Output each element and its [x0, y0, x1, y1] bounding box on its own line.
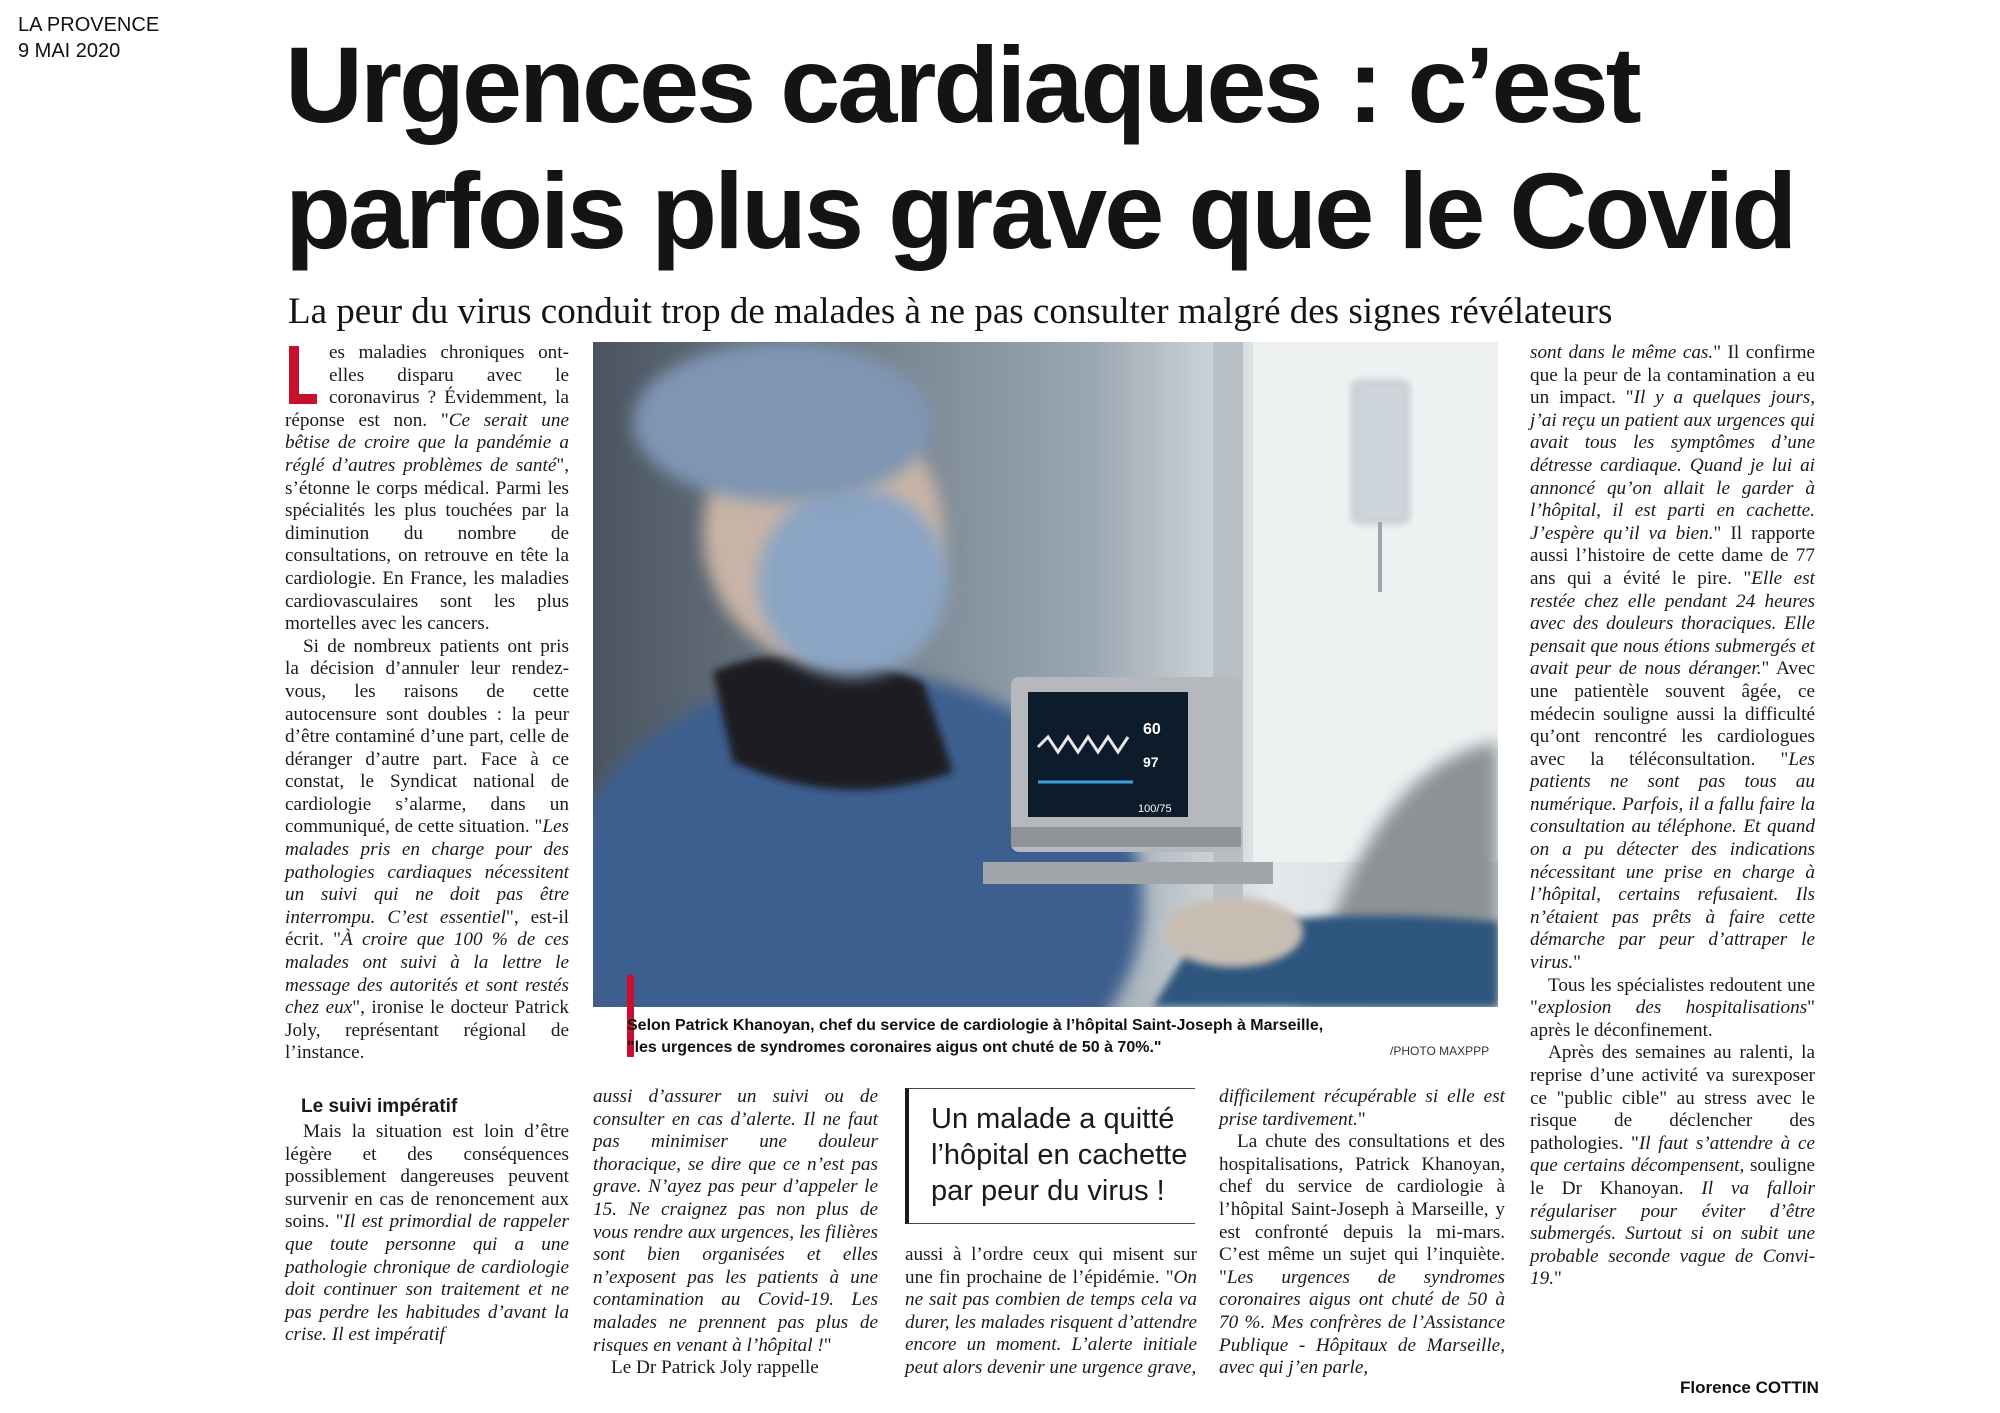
paragraph: sont dans le même cas." Il confirme que la peur de la contamination a eu un impact. "Il y a quelques jours, j’ai reçu un patient aux urgences qui avait tous les symptômes d’une détresse cardiaque. Quand je lui ai annoncé qu’on allait le garder à l’hôpital, il est parti en cachette. J’espère qu’il va bien." Il rapporte aussi l’histoire de cette dame de 77 ans qui a évité le pire. "Elle est restée chez elle pendant 24 heures avec des douleurs thoraciques. Elle pensait que nous étions submergés et avait peur de nous déranger." Avec une patientèle souvent âgée, ce médecin souligne aussi la difficulté qu’ont rencontré les cardiologues avec la téléconsultation. "Les patients ne sont pas tous au numérique. Parfois, il a fallu faire la consultation au téléphone. Et quand on a pu détecter des indications nécessitant une prise en charge à l’hôpital, certains refusaient. Ils n’étaient pas prêts à faire cette démarche par peur d’attraper le virus."	[1530, 342, 1816, 974]
publication-name: LA PROVENCE	[18, 14, 160, 36]
caption-line1: Selon Patrick Khanoyan, chef du service de cardiologie à l’hôpital Saint-Joseph à Marseille,	[627, 1017, 1324, 1034]
paragraph: difficilement récupérable si elle est prise tardivement."	[1219, 1086, 1505, 1130]
paragraph: es maladies chroniques ont-elles disparu avec le coronavirus ? Évidemment, la réponse est non. "Ce serait une bêtise de croire que la pandémie a réglé d’autres problèmes de santé", s’étonne le corps médical. Parmi les spécialités les plus touchées par la diminution du nombre de consultations, on retrouve en tête la cardiologie. En France, les maladies cardiovasculaires sont les plus mortelles avec les cancers.	[285, 342, 569, 635]
monitor-value-3: 100/75	[1138, 803, 1172, 815]
deck: La peur du virus conduit trop de malades à ne pas consulter malgré des signes révélateurs	[288, 291, 1613, 332]
paragraph: Tous les spécialistes redoutent une "explosion des hospitalisations" après le déconfinement.	[1530, 974, 1815, 1041]
paragraph: aussi à l’ordre ceux qui misent sur une fin prochaine de l’épidémie. "On ne sait pas combien de temps cela va durer, les malades risquent d’attendre encore un moment. L’alerte initiale peut alors devenir une urgence grave,	[905, 1244, 1197, 1378]
pull-quote: Un malade a quitté l’hôpital en cachette par peur du virus !	[905, 1088, 1195, 1224]
paragraph: Après des semaines au ralenti, la reprise d’une activité va surexposer ce "public cible" au stress avec le risque de déclencher des pathologies. "Il faut s’attendre à ce que certains décompensent, souligne le Dr Khanoyan. Il va falloir régulariser pour éviter d’être submergés. Surtout si on subit une probable seconde vague de Convi-19."	[1530, 1042, 1816, 1290]
subheading: Le suivi impératif	[301, 1096, 458, 1117]
paragraph: La chute des consultations et des hospitalisations, Patrick Khanoyan, chef du service de cardiologie à l’hôpital Saint-Joseph à Marseille, y est confronté depuis la mi-mars. C’est même un sujet qui l’inquiète. "Les urgences de syndromes coronaires aigus ont chuté de 50 à 70 %. Mes confrères de l’Assistance Publique - Hôpitaux de Marseille, avec qui j’en parle,	[1219, 1131, 1505, 1379]
column-5	[1530, 342, 1815, 1291]
column-3	[905, 1244, 1197, 1380]
monitor-value-1: 60	[1143, 721, 1161, 738]
photo-caption	[627, 1015, 1427, 1059]
paragraph: Mais la situation est loin d’être légère et des conséquences possiblement dangereuses peuvent survenir en cas de renoncement aux soins. "Il est primordial de rappeler que toute personne qui a une pathologie chronique de cardiologie doit continuer son traitement et ne pas perdre les habitudes d’avant la crise. Il est impératif	[285, 1121, 569, 1346]
column-2	[593, 1086, 878, 1380]
headline-line1: Urgences cardiaques : c’est	[285, 24, 1639, 145]
article-photo	[593, 342, 1498, 1007]
photo-credit: /PHOTO MAXPPP	[1390, 1044, 1490, 1058]
byline: Florence COTTIN	[1680, 1378, 1819, 1397]
publication-date: 9 MAI 2020	[18, 40, 121, 62]
column-4	[1219, 1086, 1505, 1380]
dropcap-l	[285, 346, 319, 404]
monitor-value-2: 97	[1143, 754, 1159, 770]
paragraph: Le Dr Patrick Joly rappelle	[611, 1357, 819, 1379]
paragraph: aussi d’assurer un suivi ou de consulter en cas d’alerte. Il ne faut pas minimiser une douleur thoracique, se dire que ce n’est pas grave. N’ayez pas peur d’appeler le 15. Ne craignez pas non plus de vous rendre aux urgences, les filières sont bien organisées et elles n’exposent pas les patients à une contamination au Covid-19. Les malades ne prennent pas plus de risques en venant à l’hôpital !"	[593, 1086, 878, 1356]
source-line	[18, 12, 159, 64]
headline	[285, 22, 1935, 274]
photo-illustration	[593, 342, 1498, 1007]
paragraph: Si de nombreux patients ont pris la décision d’annuler leur rendez-vous, les raisons de cette autocensure sont doubles : la peur d’être contaminé d’une part, celle de déranger d’autre part. Face à ce constat, le Syndicat national de cardiologie s’alarme, dans un communiqué, de cette situation. "Les malades pris en charge pour des pathologies cardiaques nécessitent un suivi qui ne doit pas être interrompu. C’est essentiel", est-il écrit. "À croire que 100 % de ces malades ont suivi à la lettre le message des autorités et sont restés chez eux", ironise le docteur Patrick Joly, représentant régional de l’instance.	[285, 635, 570, 1064]
headline-line2: parfois plus grave que le Covid	[285, 150, 1795, 271]
column-1	[285, 342, 569, 1347]
caption-line2: "les urgences de syndromes coronaires aigus ont chuté de 50 à 70%."	[627, 1039, 1162, 1056]
